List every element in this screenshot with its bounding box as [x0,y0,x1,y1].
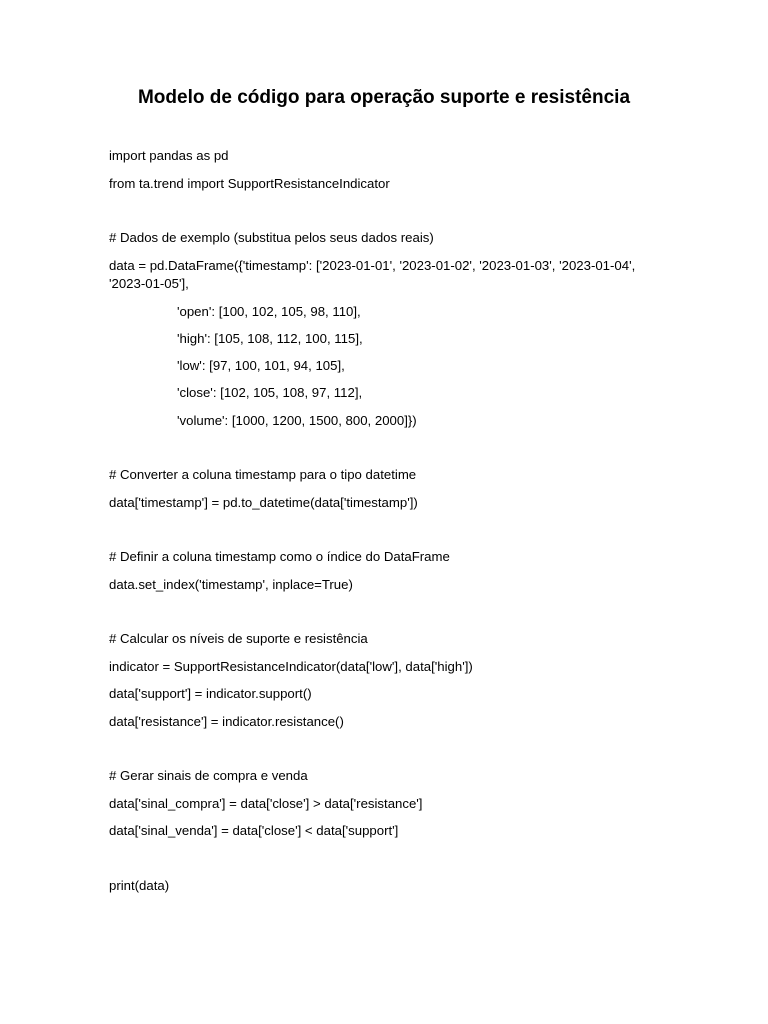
code-line-resistance: data['resistance'] = indicator.resistance() [109,714,344,729]
code-comment-calculate-levels: # Calcular os níveis de suporte e resistência [109,631,368,646]
code-line-to-datetime: data['timestamp'] = pd.to_datetime(data['timestamp']) [109,495,418,510]
code-comment-set-index: # Definir a coluna timestamp como o índice do DataFrame [109,549,450,564]
code-line-buy-signal: data['sinal_compra'] = data['close'] > data['resistance'] [109,796,423,811]
code-line-indicator: indicator = SupportResistanceIndicator(data['low'], data['high']) [109,659,473,674]
code-line-low: 'low': [97, 100, 101, 94, 105], [177,358,345,373]
code-line-sell-signal: data['sinal_venda'] = data['close'] < data['support'] [109,823,399,838]
code-comment-signals: # Gerar sinais de compra e venda [109,768,308,783]
code-line-open: 'open': [100, 102, 105, 98, 110], [177,304,361,319]
code-line-high: 'high': [105, 108, 112, 100, 115], [177,331,363,346]
code-line-support: data['support'] = indicator.support() [109,686,312,701]
code-comment-sample-data: # Dados de exemplo (substitua pelos seus dados reais) [109,230,434,245]
code-comment-convert-timestamp: # Converter a coluna timestamp para o tipo datetime [109,467,417,482]
code-line-volume: 'volume': [1000, 1200, 1500, 800, 2000]}) [177,413,417,428]
code-line-print: print(data) [109,878,170,893]
code-line-close: 'close': [102, 105, 108, 97, 112], [177,385,363,400]
code-line-import-indicator: from ta.trend import SupportResistanceIndicator [109,176,390,191]
page-title: Modelo de código para operação suporte e resistência [137,87,631,108]
code-line-dataframe: data = pd.DataFrame({'timestamp': ['2023-01-01', '2023-01-02', '2023-01-03', '2023-01-04', [109,258,636,273]
code-line-import-pandas: import pandas as pd [109,148,229,163]
code-line-set-index: data.set_index('timestamp', inplace=True) [109,577,353,592]
code-line-dataframe-continued: '2023-01-05'], [109,276,189,291]
